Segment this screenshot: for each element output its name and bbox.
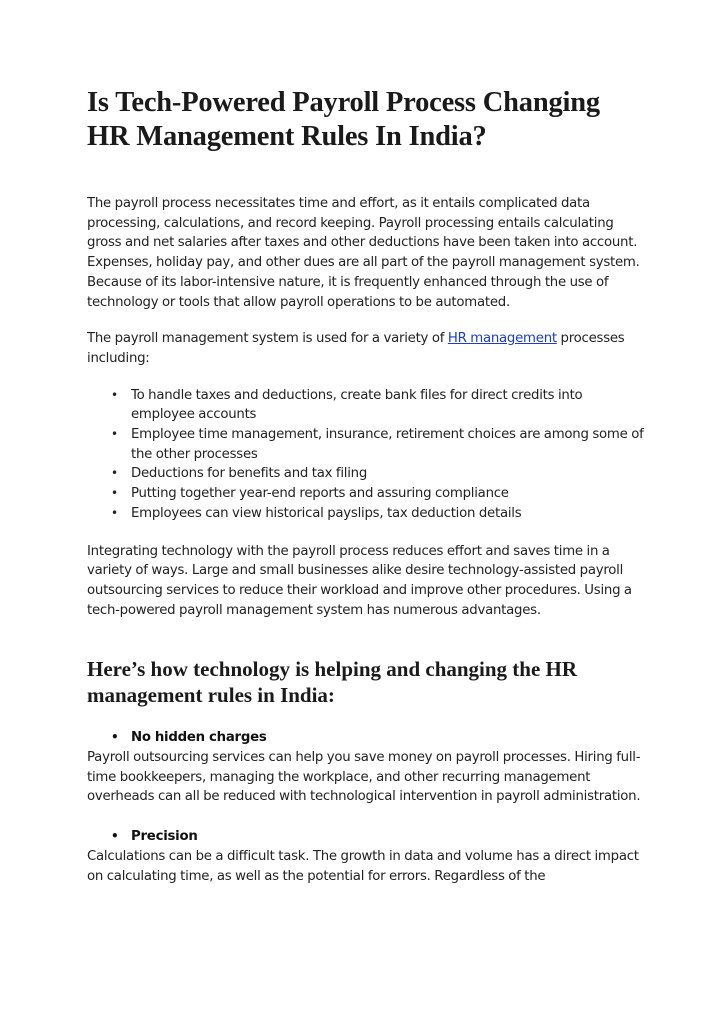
bullet-icon: • — [111, 505, 118, 520]
feature-precision — [87, 827, 647, 886]
feature-heading-list — [87, 728, 647, 748]
hr-management-link[interactable]: HR management — [447, 331, 557, 347]
list-item-text: Deductions for benefits and tax filing — [131, 466, 368, 482]
bullet-icon: • — [111, 427, 118, 442]
bullet-icon: • — [111, 730, 119, 745]
integration-paragraph: Integrating technology with the payroll process reduces effort and saves time in a variety of ways. Large and small businesses alike desire technology-assisted payroll outsourcing services to reduce their workload and improve other procedures. Using a tech-powered payroll management system has numerous advantages. — [87, 543, 632, 618]
intro-paragraph: The payroll process necessitates time and effort, as it entails complicated data processing, calculations, and record keeping. Payroll processing entails calculating gross and net salaries after taxes and other deductions have been taken into account. Expenses, holiday pay, and other dues are all part of the payroll management system. Because of its labor-intensive nature, it is frequently enhanced through the use of technology or tools that allow payroll operations to be automated. — [87, 196, 640, 310]
list-item — [87, 425, 647, 464]
feature-no-hidden-charges — [87, 728, 647, 807]
bullet-icon: • — [111, 387, 118, 402]
list-item — [87, 464, 647, 484]
feature-body: Payroll outsourcing services can help you save money on payroll processes. Hiring full-time bookkeepers, managing the workplace, and other recurring management overheads can all be reduced with technological intervention in payroll administration. — [87, 750, 641, 805]
usage-text-before-link: The payroll management system is used for a variety of — [87, 331, 448, 347]
document-page — [87, 86, 647, 906]
list-item-text: Employee time management, insurance, retirement choices are among some of the other processes — [131, 427, 644, 462]
bullet-icon: • — [111, 486, 118, 501]
list-item-text: To handle taxes and deductions, create bank files for direct credits into employee accounts — [131, 387, 583, 423]
bullet-icon: • — [111, 829, 119, 844]
feature-title — [87, 728, 647, 748]
list-item — [87, 386, 647, 425]
feature-title-text: No hidden charges — [131, 730, 267, 746]
feature-title-text: Precision — [131, 829, 198, 845]
list-item — [87, 484, 647, 504]
list-item-text: Putting together year-end reports and assuring compliance — [131, 486, 509, 502]
section-heading: Here’s how technology is helping and changing the HR management rules in India: — [87, 657, 578, 708]
usage-paragraph — [87, 329, 647, 368]
list-item-text: Employees can view historical payslips, tax deduction details — [131, 505, 522, 521]
feature-body: Calculations can be a difficult task. The growth in data and volume has a direct impact on calculating time, as well as the potential for errors. Regardless of the — [87, 848, 639, 884]
bullet-icon: • — [111, 466, 118, 481]
feature-title — [87, 827, 647, 847]
feature-heading-list — [87, 827, 647, 847]
usage-text-after-link: processes including: — [87, 331, 625, 366]
process-list — [87, 386, 647, 524]
page-title: Is Tech-Powered Payroll Process Changing HR Management Rules In India? — [87, 87, 600, 152]
list-item — [87, 504, 647, 524]
